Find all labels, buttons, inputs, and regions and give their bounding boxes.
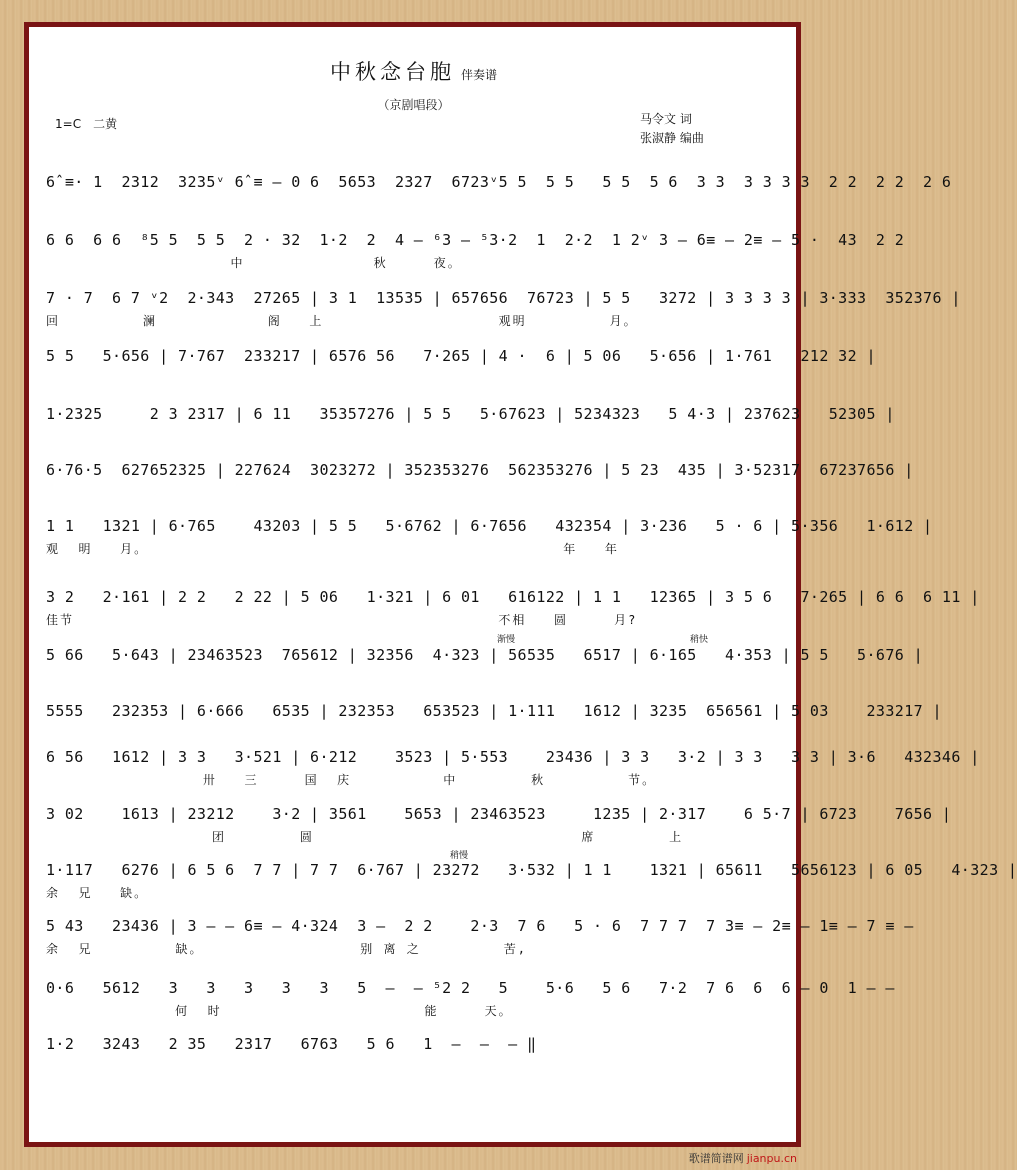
notation-line: 5 66 5·643 | 23463523 765612 | 32356 4·323 | 56535 6517 | 6·165 4·353 | 5 5 5·676 | <box>46 646 924 664</box>
score-row <box>46 699 942 724</box>
score-row <box>46 745 980 787</box>
score-row <box>46 976 895 1018</box>
tempo-mark-slow: 渐慢 <box>497 635 516 645</box>
notation-line: 1·2325 2 3 2317 | 6 11 35357276 | 5 5 5·67623 | 5234323 5 4·3 | 237623 52305 | <box>46 405 895 423</box>
score-row <box>46 914 914 956</box>
score-row <box>46 458 914 483</box>
notation-line: 1·2 3243 2 35 2317 6763 5 6 1 – – – ‖ <box>46 1035 537 1053</box>
score-row <box>46 643 924 668</box>
notation-line: 5555 232353 | 6·666 6535 | 232353 653523 | 1·111 1612 | 3235 656561 | 5 03 233217 | <box>46 702 942 720</box>
key-signature: 1=C 二黄 <box>55 117 118 131</box>
notation-line: 5 5 5·656 | 7·767 233217 | 6576 56 7·265 | 4 · 6 | 5 06 5·656 | 1·761 212 32 | <box>46 347 876 365</box>
lyric-line: 观 明 月。 年 年 <box>46 542 619 556</box>
watermark <box>689 1150 797 1166</box>
score-row <box>46 170 952 195</box>
lyricist: 马令文 词 <box>640 112 692 126</box>
page-title: 中秋念台胞 <box>329 60 455 84</box>
lyric-line: 团 圆 席 上 <box>46 830 684 844</box>
score-row <box>46 228 905 270</box>
notation-line: 1·117 6276 | 6 5 6 7 7 | 7 7 6·767 | 23272 3·532 | 1 1 1321 | 65611 5656123 | 6 05 4·323 | <box>46 861 1017 879</box>
score-row <box>46 402 895 427</box>
watermark-cn: 歌谱简谱网 <box>688 1152 744 1165</box>
composer: 张淑静 编曲 <box>640 131 704 145</box>
score-row <box>46 858 1017 900</box>
tempo-mark-slow2: 稍慢 <box>450 851 469 861</box>
score-row <box>46 286 961 328</box>
lyric-line: 回 澜 阁 上 观明 月。 <box>46 314 638 328</box>
notation-line: 3 2 2·161 | 2 2 2 22 | 5 06 1·321 | 6 01 616122 | 1 1 12365 | 3 5 6 7·265 | 6 6 6 11 | <box>46 588 980 606</box>
score-row <box>46 1032 736 1057</box>
notation-line: 5 43 23436 | 3 – – 6≡ – 4·324 3 – 2 2 2·3 7 6 5 · 6 7 7 7 7 3≡ – 2≡ – 1≡ – 7 ≡ – <box>46 917 914 935</box>
notation-line: 7 · 7 6 7 ᵛ2 2·343 27265 | 3 1 13535 | 657656 76723 | 5 5 3272 | 3 3 3 3 | 3·333 352376 | <box>46 289 961 307</box>
tempo-mark-fast: 稍快 <box>690 635 709 645</box>
score-row <box>46 514 933 556</box>
notation-line: 6 56 1612 | 3 3 3·521 | 6·212 3523 | 5·553 23436 | 3 3 3·2 | 3 3 3 3 | 3·6 432346 | <box>46 748 980 766</box>
lyric-line: 卅 三 国 庆 中 秋 节。 <box>46 773 657 787</box>
score-row <box>46 802 952 844</box>
lyric-line: 余 兄 缺。 <box>46 886 149 900</box>
watermark-en: jianpu.cn <box>746 1152 797 1165</box>
notation-line: 6 6 6 6 ⁸5 5 5 5 2 · 32 1·2 2 4 – ⁶3 – ⁵3·2 1 2·2 1 2ᵛ 3 – 6≡ – 2≡ – 5 · 43 2 2 <box>46 231 905 249</box>
notation-line: 0·6 5612 3 3 3 3 3 5 – – ⁵2 2 5 5·6 5 6 7·2 7 6 6 6 – 0 1 – – <box>46 979 895 997</box>
score-row <box>46 344 876 369</box>
notation-line: 6·76·5 627652325 | 227624 3023272 | 352353276 562353276 | 5 23 435 | 3·52317 67237656 | <box>46 461 914 479</box>
notation-line: 1 1 1321 | 6·765 43203 | 5 5 5·6762 | 6·7656 432354 | 3·236 5 · 6 | 5·356 1·612 | <box>46 517 933 535</box>
lyric-line: 余 兄 缺。 别 离 之 苦, <box>46 942 527 956</box>
score-row <box>46 585 980 627</box>
lyric-line: 何 时 能 天。 <box>46 1004 513 1018</box>
title-block <box>0 56 827 86</box>
subtitle: （京剧唱段） <box>377 98 450 112</box>
lyric-line: 佳节 不相 圆 月? <box>46 613 638 627</box>
notation-line: 3 02 1613 | 23212 3·2 | 3561 5653 | 23463523 1235 | 2·317 6 5·7 | 6723 7656 | <box>46 805 952 823</box>
title-suffix: 伴奏谱 <box>460 68 497 82</box>
notation-line: 6̂ ≡· 1 2312 3235ᵛ 6̂ ≡ – 0 6 5653 2327 6723ᵛ5 5 5 5 5 5 5 6 3 3 3 3 3 3 2 2 2 2 2 6 <box>46 173 952 191</box>
lyric-line: 中 秋 夜。 <box>46 256 462 270</box>
